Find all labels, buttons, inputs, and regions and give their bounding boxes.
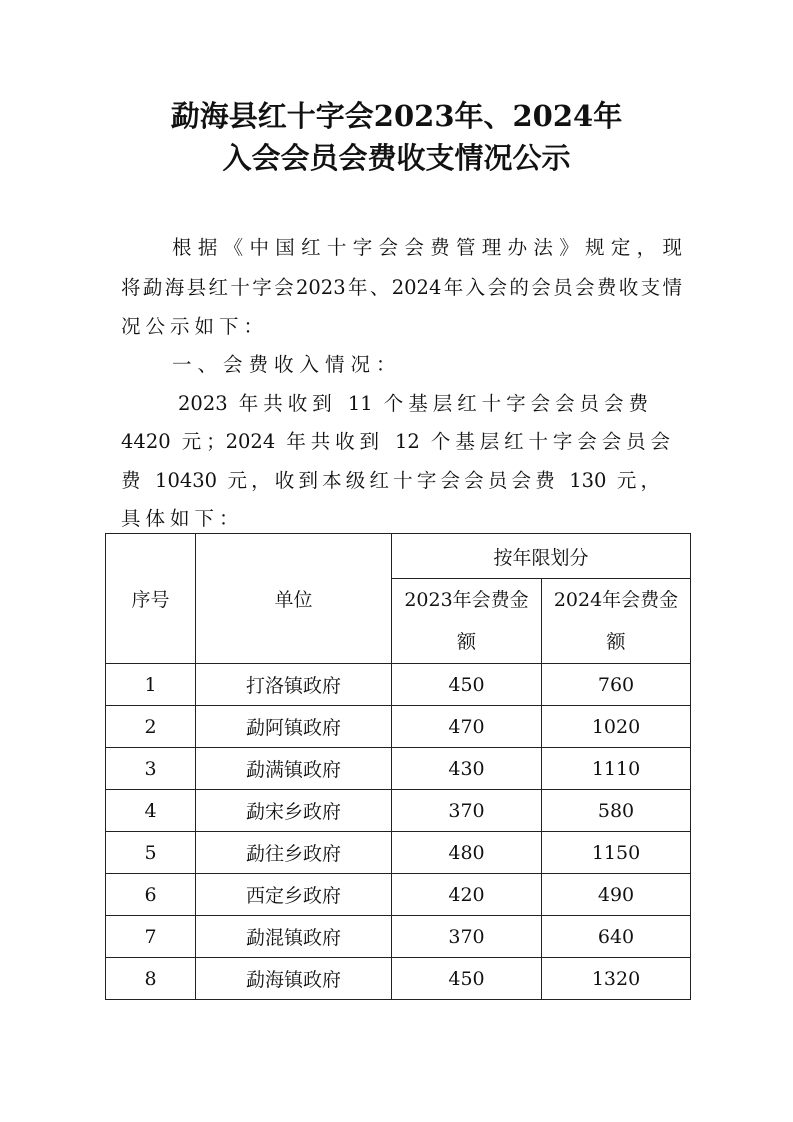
income-line-3: 费 10430 元，收到本级红十字会会员会费 130 元， — [121, 469, 660, 492]
cell-2024: 1110 — [542, 748, 691, 790]
cell-unit: 勐宋乡政府 — [196, 790, 392, 832]
intro-line-1: 根据《中国红十字会会费管理办法》规定，现 — [172, 236, 682, 259]
cell-2023: 370 — [392, 916, 542, 958]
cell-2023: 430 — [392, 748, 542, 790]
cell-unit: 勐海镇政府 — [196, 958, 392, 1000]
header-2023-fee: 2023年会费金 额 — [392, 579, 542, 664]
header-seq: 序号 — [106, 534, 196, 664]
cell-2023: 370 — [392, 790, 542, 832]
table-row — [106, 790, 691, 832]
cell-seq: 7 — [106, 916, 196, 958]
cell-unit: 西定乡政府 — [196, 874, 392, 916]
document-title-line1: 勐海县红十字会2023年、2024年 — [170, 99, 623, 133]
cell-seq: 2 — [106, 706, 196, 748]
cell-unit: 勐阿镇政府 — [196, 706, 392, 748]
cell-unit: 勐往乡政府 — [196, 832, 392, 874]
intro-line-3: 况公示如下： — [121, 315, 269, 338]
income-line-1: 2023 年共收到 11 个基层红十字会会员会费 — [178, 392, 648, 415]
document-title-line2: 入会会员会费收支情况公示 — [222, 141, 571, 175]
header-year-group: 按年限划分 — [392, 534, 691, 579]
cell-2023: 450 — [392, 958, 542, 1000]
header-2024-fee: 2024年会费金 额 — [542, 579, 691, 664]
cell-2024: 640 — [542, 916, 691, 958]
table-row — [106, 748, 691, 790]
cell-seq: 5 — [106, 832, 196, 874]
income-line-4: 具体如下： — [121, 507, 244, 530]
cell-unit: 打洛镇政府 — [196, 664, 392, 706]
table-row — [106, 706, 691, 748]
cell-seq: 3 — [106, 748, 196, 790]
cell-2023: 470 — [392, 706, 542, 748]
cell-seq: 4 — [106, 790, 196, 832]
cell-2024: 760 — [542, 664, 691, 706]
cell-seq: 8 — [106, 958, 196, 1000]
cell-2023: 420 — [392, 874, 542, 916]
cell-2024: 1020 — [542, 706, 691, 748]
cell-unit: 勐混镇政府 — [196, 916, 392, 958]
table-row — [106, 874, 691, 916]
income-line-2: 4420 元；2024 年共收到 12 个基层红十字会会员会 — [121, 430, 670, 453]
cell-2024: 1150 — [542, 832, 691, 874]
intro-line-2: 将勐海县红十字会2023年、2024年入会的会员会费收支情 — [121, 276, 682, 299]
cell-unit: 勐满镇政府 — [196, 748, 392, 790]
cell-2024: 1320 — [542, 958, 691, 1000]
cell-2023: 480 — [392, 832, 542, 874]
cell-2023: 450 — [392, 664, 542, 706]
table-row — [106, 664, 691, 706]
cell-2024: 490 — [542, 874, 691, 916]
table-row — [106, 832, 691, 874]
table-row — [106, 916, 691, 958]
section1-heading: 一、会费收入情况： — [172, 353, 402, 376]
cell-seq: 1 — [106, 664, 196, 706]
cell-2024: 580 — [542, 790, 691, 832]
membership-fee-table — [105, 533, 691, 1000]
table-row — [106, 958, 691, 1000]
cell-seq: 6 — [106, 874, 196, 916]
header-unit: 单位 — [196, 534, 392, 664]
